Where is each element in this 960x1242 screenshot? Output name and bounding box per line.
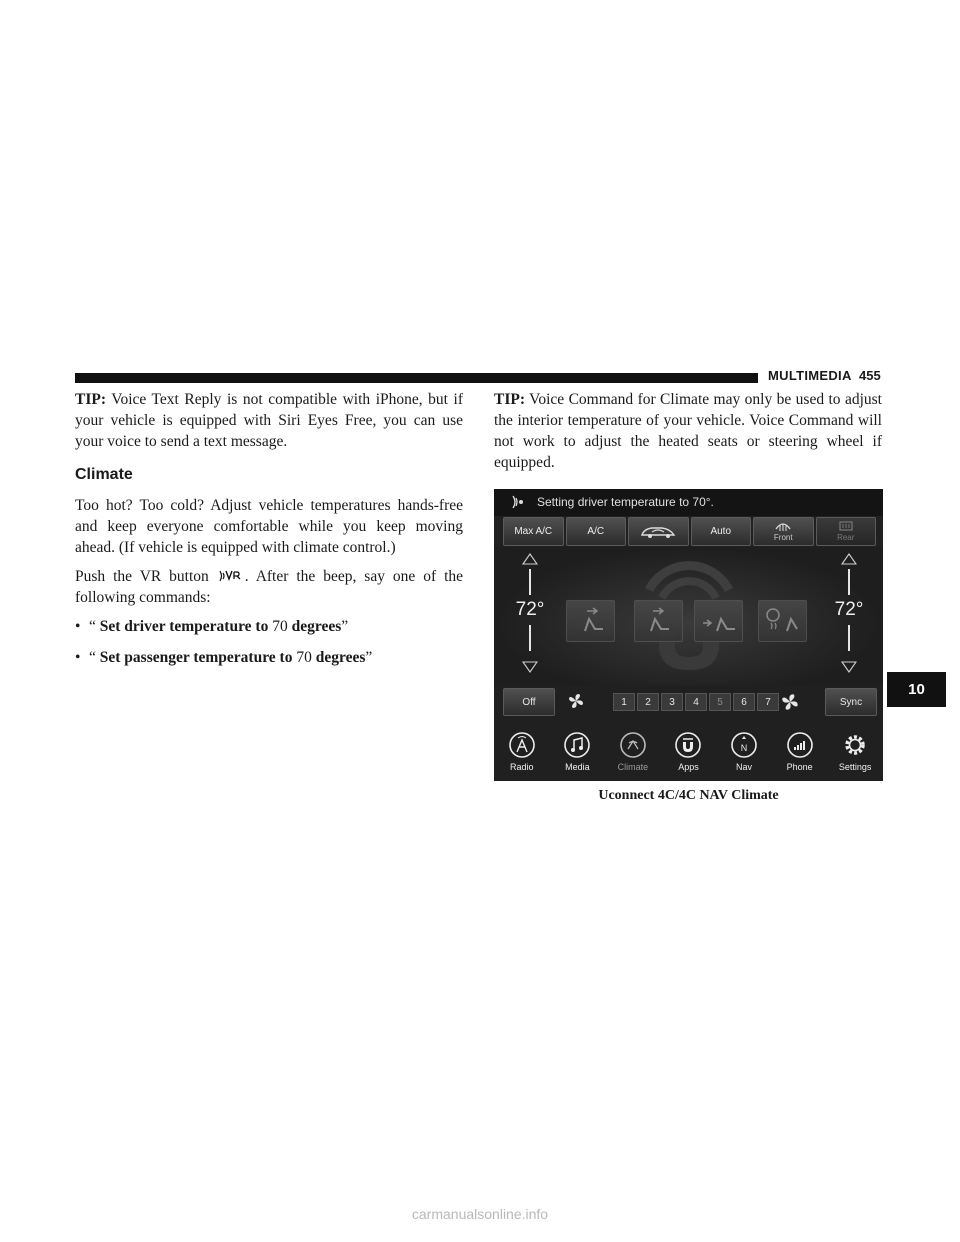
driver-seat-heat-button[interactable]: [566, 600, 615, 642]
bullet-dot: •: [75, 618, 81, 635]
nav-radio[interactable]: [496, 726, 548, 781]
fan-speed-2[interactable]: 2: [637, 693, 659, 711]
signal-bars-icon: [787, 732, 813, 758]
nav-label: Media: [565, 762, 590, 772]
nav-label: Settings: [838, 762, 872, 772]
bottom-nav-bar: [494, 726, 883, 781]
fan-speed-5[interactable]: 5: [709, 693, 731, 711]
driver-temp-down-icon[interactable]: [522, 661, 538, 673]
command-bullet: • “ Set passenger temperature to 70 degrees”: [75, 649, 373, 666]
status-message: Setting driver temperature to 70°.: [537, 495, 714, 509]
nav-settings[interactable]: [829, 726, 881, 781]
fan-speed-1[interactable]: 1: [613, 693, 635, 711]
off-button[interactable]: Off: [503, 688, 555, 716]
fan-speed-7[interactable]: 7: [757, 693, 779, 711]
tip-text: Voice Command for Climate may only be used to adjust the interior temperature of your vehicle. Voice Command will not work to adjust the heated seats or steering wheel if equipped.: [494, 391, 882, 471]
nav-media[interactable]: [551, 726, 603, 781]
page-number: 455: [859, 368, 881, 383]
nav-apps[interactable]: [662, 726, 714, 781]
command-text: Set driver temperature to: [99, 618, 269, 635]
chapter-tab: 10: [887, 672, 946, 707]
status-bar: [494, 489, 883, 516]
driver-temp-line-bottom: [529, 625, 531, 651]
music-note-icon: [564, 732, 590, 758]
nav-label: Phone: [786, 762, 813, 772]
ac-button[interactable]: A/C: [566, 517, 627, 546]
voice-recognition-icon: [217, 569, 245, 583]
sync-button[interactable]: Sync: [825, 688, 877, 716]
passenger-temp-control: [829, 551, 869, 679]
vr-text-start: Push the VR button: [75, 568, 209, 585]
command-bullet: • “ Set driver temperature to 70 degrees”: [75, 618, 349, 635]
driver-temp-control: [510, 551, 550, 679]
footer-watermark: carmanualsonline.info: [411, 1206, 549, 1222]
driver-seat-vent-button[interactable]: [634, 600, 683, 642]
fan-control-row: [503, 688, 876, 716]
max-ac-button[interactable]: Max A/C: [503, 517, 564, 546]
passenger-seat-vent-button[interactable]: [694, 600, 743, 642]
passenger-temp-up-icon[interactable]: [841, 553, 857, 565]
driver-temp-up-icon[interactable]: [522, 553, 538, 565]
tip-label: TIP:: [494, 391, 525, 408]
nav-label: Radio: [510, 762, 534, 772]
fan-speed-6[interactable]: 6: [733, 693, 755, 711]
climate-control-area: [494, 547, 883, 685]
tip-text: Voice Text Reply is not compatible with iPhone, but if your vehicle is equipped with Siri Eyes Free, you can use your voice to send a text message.: [75, 391, 463, 450]
compass-icon: [731, 732, 757, 758]
fan-low-icon[interactable]: [567, 692, 585, 710]
compass-letter: N: [740, 743, 748, 753]
seat-airflow-icon: [635, 601, 682, 641]
uconnect-climate-screenshot: [494, 489, 883, 781]
section-title: MULTIMEDIA: [768, 368, 852, 383]
bullet-dot: •: [75, 649, 81, 666]
front-defrost-icon: [775, 521, 791, 532]
nav-phone[interactable]: [774, 726, 826, 781]
driver-temp-value: 72°: [515, 599, 545, 620]
passenger-temp-value: 72°: [834, 599, 864, 620]
fan-high-icon[interactable]: [780, 692, 800, 712]
fan-speed-3[interactable]: 3: [661, 693, 683, 711]
seat-airflow-icon: [695, 601, 742, 641]
right-column: [494, 389, 882, 481]
vr-instruction: [75, 566, 463, 608]
tip-label: TIP:: [75, 391, 106, 408]
passenger-temp-line-bottom: [848, 625, 850, 651]
climate-top-buttons: [503, 517, 876, 546]
nav-label: Apps: [678, 762, 699, 772]
nav-label: Nav: [736, 762, 753, 772]
fan-speed-4[interactable]: 4: [685, 693, 707, 711]
front-defrost-button[interactable]: Front: [753, 517, 814, 546]
windshield-heat-button[interactable]: [758, 600, 807, 642]
driver-temp-line-top: [529, 569, 531, 595]
nav-label: Climate: [617, 762, 649, 772]
gear-icon: [842, 732, 868, 758]
nav-nav[interactable]: [718, 726, 770, 781]
figure-caption: Uconnect 4C/4C NAV Climate: [598, 788, 779, 803]
recirculation-button[interactable]: [628, 517, 689, 546]
seat-airflow-icon: [567, 601, 614, 641]
rear-defrost-icon: [838, 521, 854, 532]
passenger-temp-down-icon[interactable]: [841, 661, 857, 673]
voice-icon: [511, 495, 525, 509]
header-rule: [75, 373, 758, 383]
heated-seat-icon: [759, 601, 806, 641]
apps-icon: [675, 732, 701, 758]
auto-button[interactable]: Auto: [691, 517, 752, 546]
climate-heading: Climate: [75, 466, 133, 483]
car-recirculation-icon: [638, 524, 678, 540]
nav-climate[interactable]: [607, 726, 659, 781]
command-text: Set passenger temperature to: [99, 649, 293, 666]
vr-text-end: . After the beep, say one of the following commands:: [75, 568, 464, 606]
radio-icon: [509, 732, 535, 758]
tip-paragraph: [75, 389, 463, 452]
rear-defrost-button[interactable]: Rear: [816, 517, 877, 546]
climate-icon: [620, 732, 646, 758]
tip-paragraph: [494, 389, 882, 473]
fan-speed-selector: [613, 693, 779, 711]
left-column: [75, 389, 463, 678]
passenger-temp-line-top: [848, 569, 850, 595]
climate-intro: Too hot? Too cold? Adjust vehicle temperatures hands-free and keep everyone comfortable while you keep moving ahead. (If vehicle is equipped with climate control.): [75, 497, 463, 556]
